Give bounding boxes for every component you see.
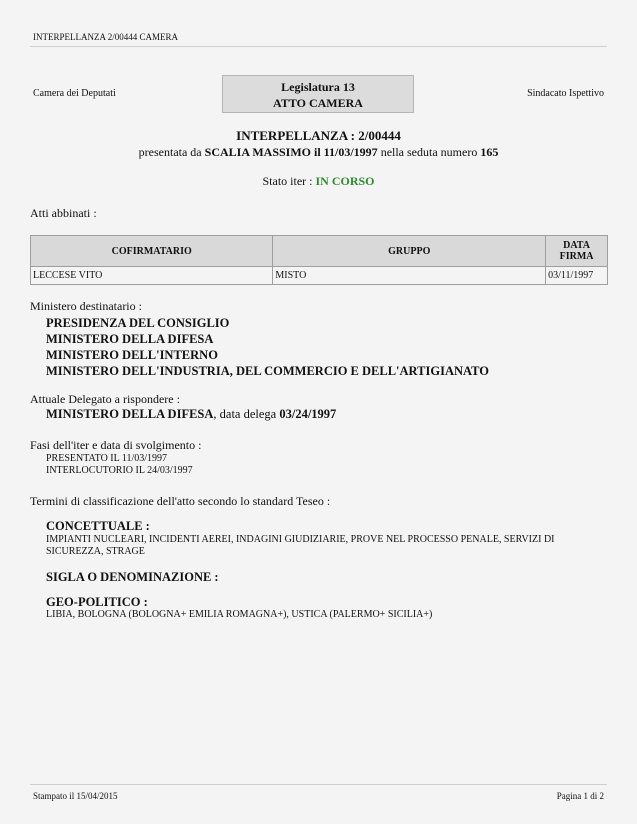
legislature-box <box>222 75 414 113</box>
status-value: IN CORSO <box>315 174 375 188</box>
session-prefix: nella seduta numero <box>380 145 478 159</box>
delegato-date: 03/24/1997 <box>279 407 337 421</box>
ministero-item: MINISTERO DELL'INDUSTRIA, DEL COMMERCIO E DELL'ARTIGIANATO <box>46 364 489 378</box>
presented-prefix: presentata da <box>138 145 202 159</box>
cofirmatario-name: LECCESE VITO <box>31 267 273 285</box>
col-cofirmatario: COFIRMATARIO <box>31 236 273 267</box>
geo-value: LIBIA, BOLOGNA (BOLOGNA+ EMILIA ROMAGNA+), USTICA (PALERMO+ SICILIA+) <box>46 609 433 620</box>
presentation-date: 11/03/1997 <box>323 145 378 159</box>
ministero-item: MINISTERO DELLA DIFESA <box>46 332 214 346</box>
sindacato-label: Sindacato Ispettivo <box>527 88 604 99</box>
delegato-line <box>46 407 336 422</box>
footer-printed: Stampato il 15/04/2015 <box>33 791 118 801</box>
concettuale-line: IMPIANTI NUCLEARI, INCIDENTI AEREI, INDAGINI GIUDIZIARIE, PROVE NEL PROCESSO PENALE, SERVIZI DI <box>46 534 555 545</box>
atti-abbinati-label: Atti abbinati : <box>30 206 97 220</box>
header-doc-ref: INTERPELLANZA 2/00444 CAMERA <box>33 32 178 42</box>
ministero-label: Ministero destinatario : <box>30 299 142 313</box>
concettuale-line: SICUREZZA, STRAGE <box>46 546 145 557</box>
footer-page: Pagina 1 di 2 <box>556 791 604 801</box>
atto-camera-line: ATTO CAMERA <box>273 96 363 110</box>
ministero-item: PRESIDENZA DEL CONSIGLIO <box>46 316 230 330</box>
fasi-label: Fasi dell'iter e data di svolgimento : <box>30 438 202 452</box>
delegato-date-prefix: , data delega <box>213 407 277 421</box>
act-title: INTERPELLANZA : 2/00444 <box>236 128 401 143</box>
status-line <box>0 174 637 189</box>
concettuale-values <box>46 534 555 558</box>
fase-item: INTERLOCUTORIO IL 24/03/1997 <box>46 465 193 476</box>
footer-divider <box>30 784 607 785</box>
status-label: Stato iter : <box>262 174 313 188</box>
fase-item: PRESENTATO IL 11/03/1997 <box>46 453 168 464</box>
table-row <box>31 267 608 285</box>
fasi-list <box>46 453 193 477</box>
delegato-label: Attuale Delegato a rispondere : <box>30 392 180 406</box>
col-gruppo: GRUPPO <box>273 236 546 267</box>
session-number: 165 <box>480 145 499 159</box>
presenter-name: SCALIA MASSIMO <box>204 145 311 159</box>
ministero-item: MINISTERO DELL'INTERNO <box>46 348 218 362</box>
col-data-firma: DATA FIRMA <box>546 236 608 267</box>
date-prefix: il <box>314 145 321 159</box>
concettuale-label: CONCETTUALE : <box>46 519 150 533</box>
cofirmatario-date: 03/11/1997 <box>546 267 608 285</box>
geo-label: GEO-POLITICO : <box>46 595 148 609</box>
delegato-name: MINISTERO DELLA DIFESA <box>46 407 214 421</box>
termini-label: Termini di classificazione dell'atto secondo lo standard Teseo : <box>30 494 331 508</box>
camera-label: Camera dei Deputati <box>33 88 116 99</box>
sigla-label: SIGLA O DENOMINAZIONE : <box>46 570 219 584</box>
act-presented-line <box>0 145 637 160</box>
ministero-list <box>46 315 489 379</box>
header-divider <box>30 46 607 47</box>
cofirmatari-table <box>30 235 608 285</box>
legislature-line: Legislatura 13 <box>281 80 355 94</box>
cofirmatario-group: MISTO <box>273 267 546 285</box>
